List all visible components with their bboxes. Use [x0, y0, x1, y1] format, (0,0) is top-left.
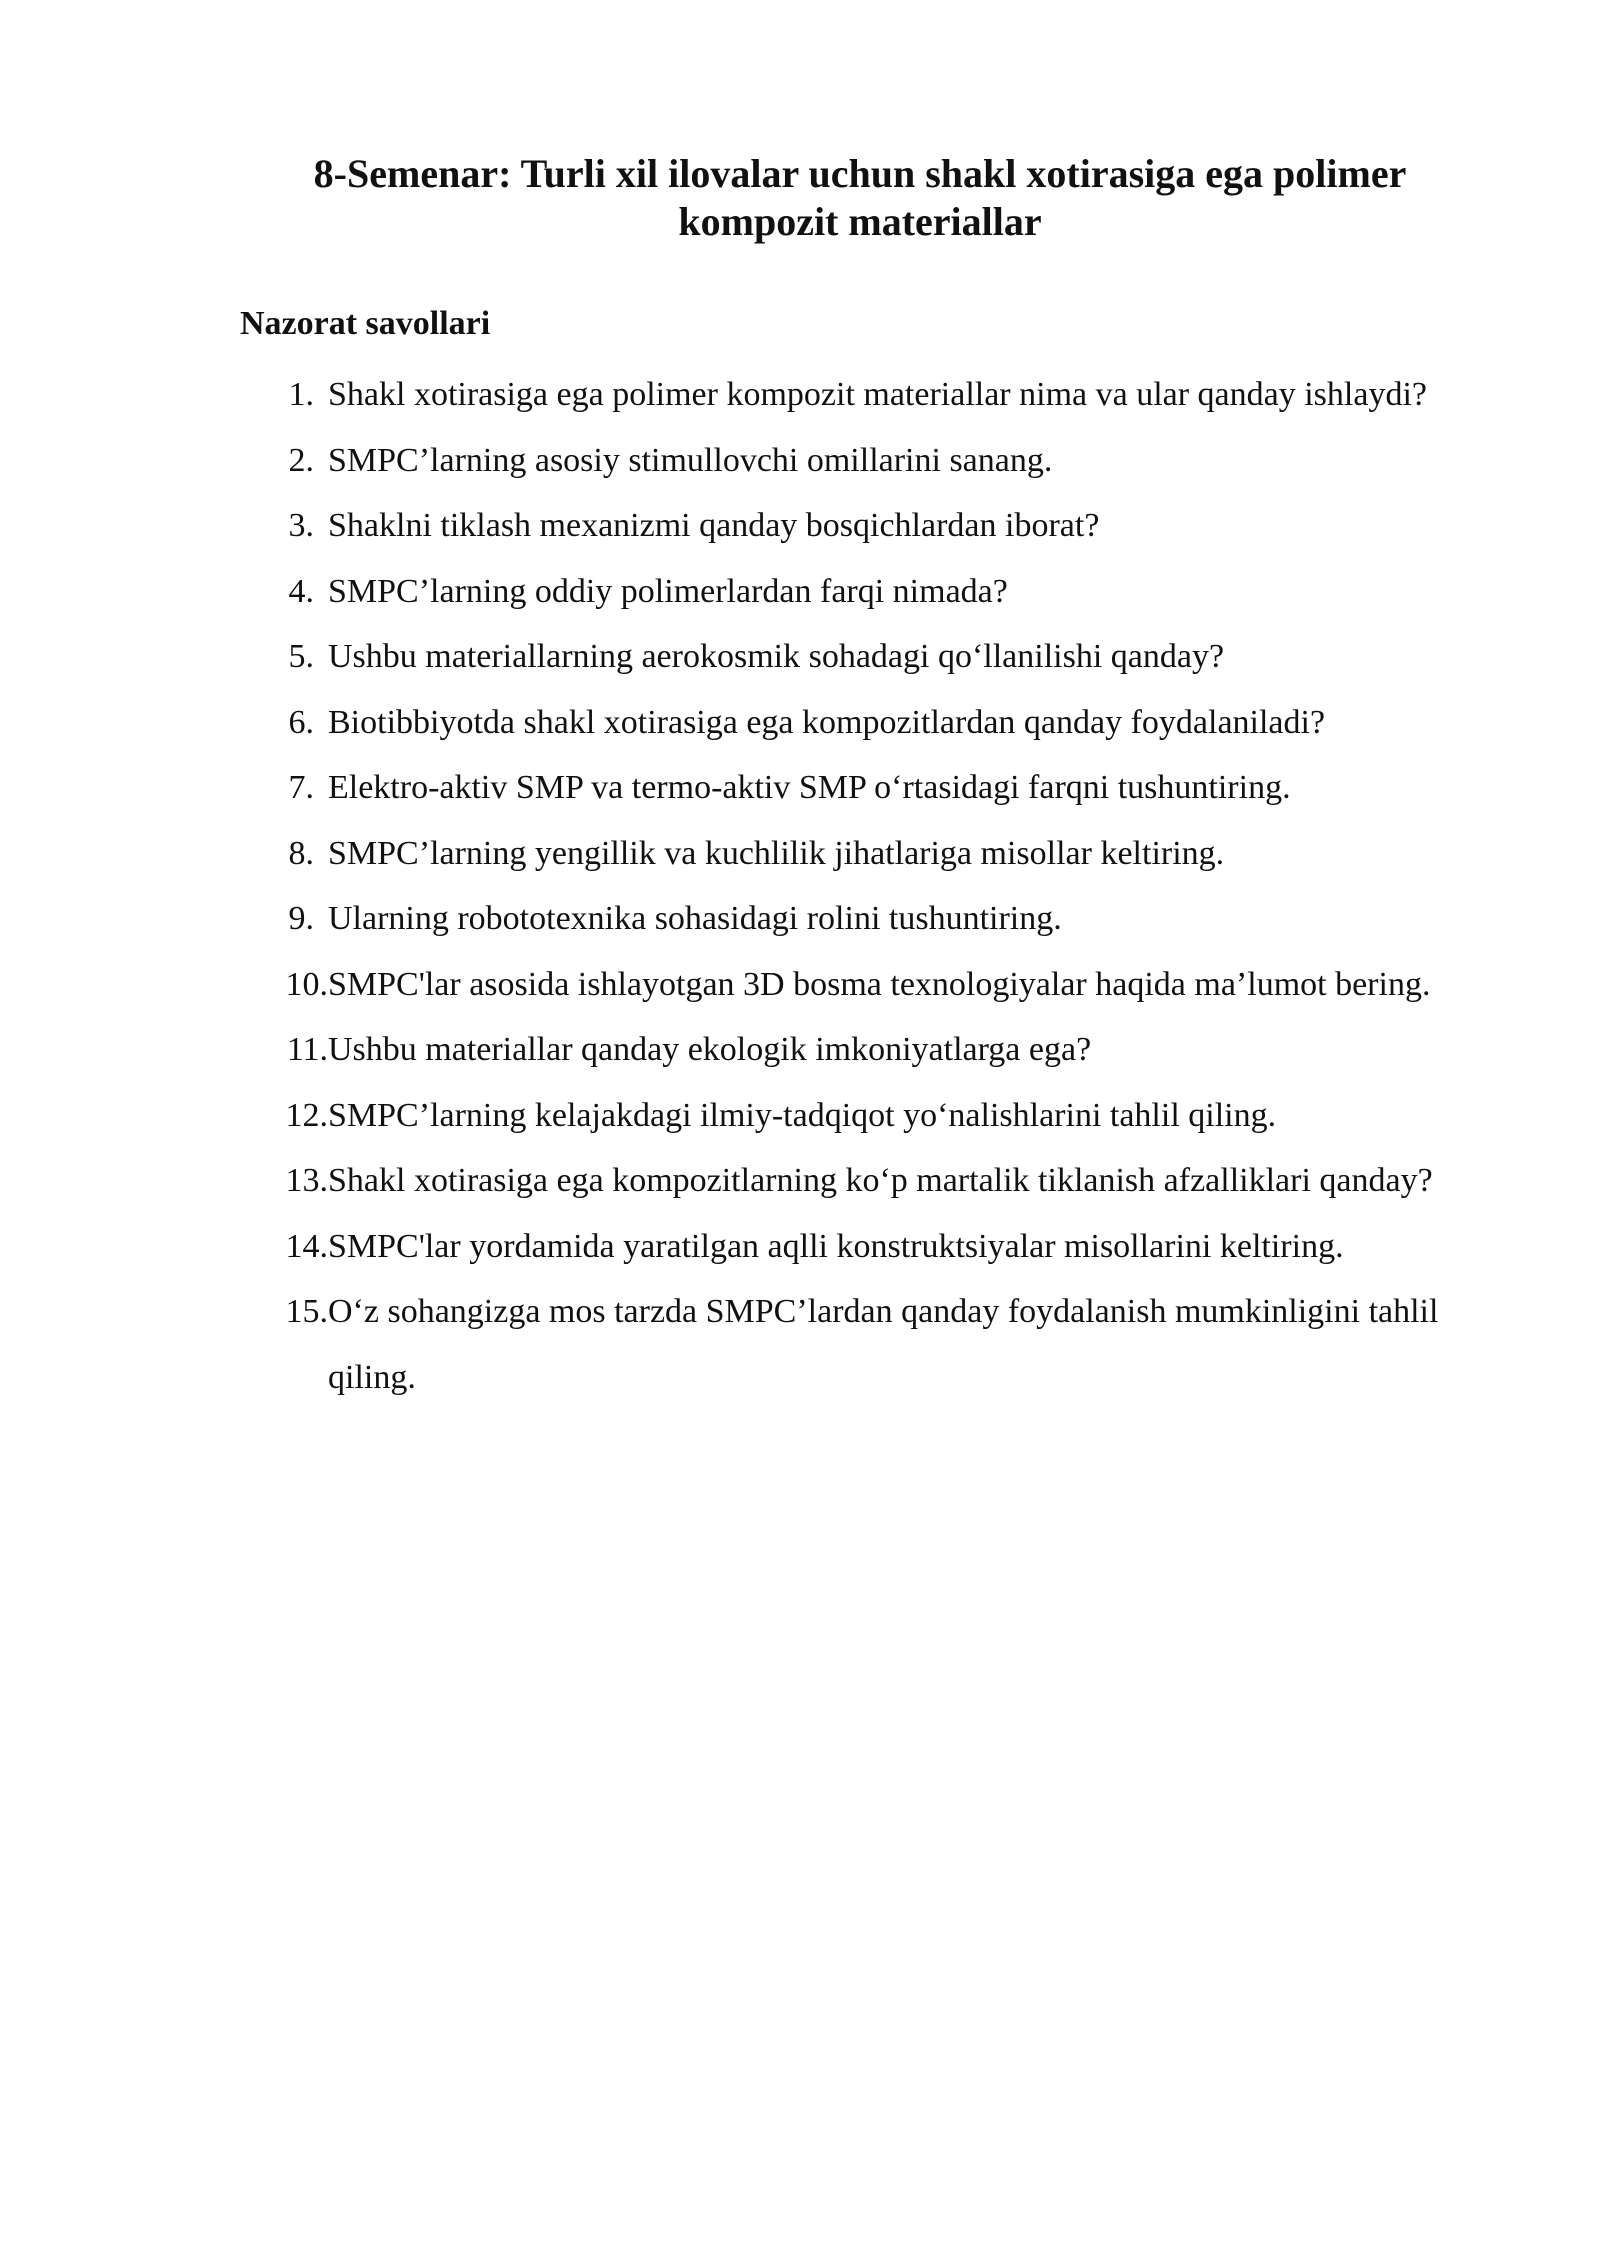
question-text: SMPC’larning kelajakdagi ilmiy-tadqiqot yo‘nalishlarini tahlil qiling. [328, 1096, 1277, 1134]
question-text: Ushbu materiallar qanday ekologik imkoniyatlarga ega? [328, 1031, 1092, 1068]
question-number: 7. [288, 769, 314, 806]
question-text: Shakl xotirasiga ega kompozitlarning ko‘p martalik tiklanish afzalliklari qanday? [328, 1162, 1433, 1199]
list-item [240, 1214, 1500, 1280]
question-text: SMPC’larning yengillik va kuchlilik jihatlariga misollar keltiring. [328, 834, 1225, 872]
question-text: Ushbu materiallarning aerokosmik sohadagi qo‘llanilishi qanday? [328, 638, 1225, 675]
question-number: 15. [285, 1293, 328, 1330]
question-number: 11. [286, 1031, 328, 1068]
question-number: 4. [288, 572, 314, 610]
list-item [240, 1017, 1500, 1083]
document-title: 8-Semenar: Turli xil ilovalar uchun shakl xotirasiga ega polimer kompozit materiallar [313, 151, 1407, 244]
question-text: SMPC’larning asosiy stimullovchi omillarini sanang. [328, 441, 1053, 479]
question-text: SMPC’larning oddiy polimerlardan farqi nimada? [328, 572, 1008, 610]
list-item [240, 690, 1500, 756]
question-number: 13. [285, 1162, 328, 1199]
question-number: 3. [288, 507, 314, 544]
question-text: Biotibbiyotda shakl xotirasiga ega kompozitlardan qanday foydalaniladi? [328, 703, 1326, 741]
list-item [240, 1083, 1500, 1149]
question-text: SMPC'lar asosida ishlayotgan 3D bosma texnologiyalar haqida ma’lumot bering. [328, 965, 1431, 1003]
section-heading: Nazorat savollari [240, 305, 491, 342]
list-item [240, 624, 1500, 690]
question-number: 2. [288, 441, 314, 479]
list-item [240, 1148, 1500, 1214]
list-item [240, 755, 1500, 821]
question-text: Elektro-aktiv SMP va termo-aktiv SMP o‘rtasidagi farqni tushuntiring. [328, 769, 1291, 806]
question-number: 5. [288, 638, 314, 675]
list-item [240, 821, 1500, 887]
question-number: 6. [288, 703, 314, 741]
question-text: O‘z sohangizga mos tarzda SMPC’lardan qanday foydalanish mumkinligini tahlil qiling. [328, 1293, 1439, 1396]
question-text: SMPC'lar yordamida yaratilgan aqlli konstruktsiyalar misollarini keltiring. [328, 1227, 1344, 1265]
question-number: 12. [285, 1096, 328, 1134]
list-item [240, 952, 1500, 1018]
list-item [240, 493, 1500, 559]
list-item [240, 1279, 1500, 1410]
list-item [240, 886, 1500, 952]
question-number: 1. [288, 376, 314, 413]
list-item [240, 559, 1500, 625]
question-number: 9. [288, 900, 314, 937]
question-text: Shaklni tiklash mexanizmi qanday bosqichlardan iborat? [328, 507, 1100, 544]
question-list [240, 362, 1500, 1410]
question-number: 14. [285, 1227, 328, 1265]
question-text: Shakl xotirasiga ega polimer kompozit materiallar nima va ular qanday ishlaydi? [328, 376, 1427, 413]
question-number: 8. [288, 834, 314, 872]
list-item [240, 362, 1500, 428]
question-text: Ularning robototexnika sohasidagi rolini tushuntiring. [328, 900, 1062, 937]
question-number: 10. [285, 965, 328, 1003]
list-item [240, 428, 1500, 494]
